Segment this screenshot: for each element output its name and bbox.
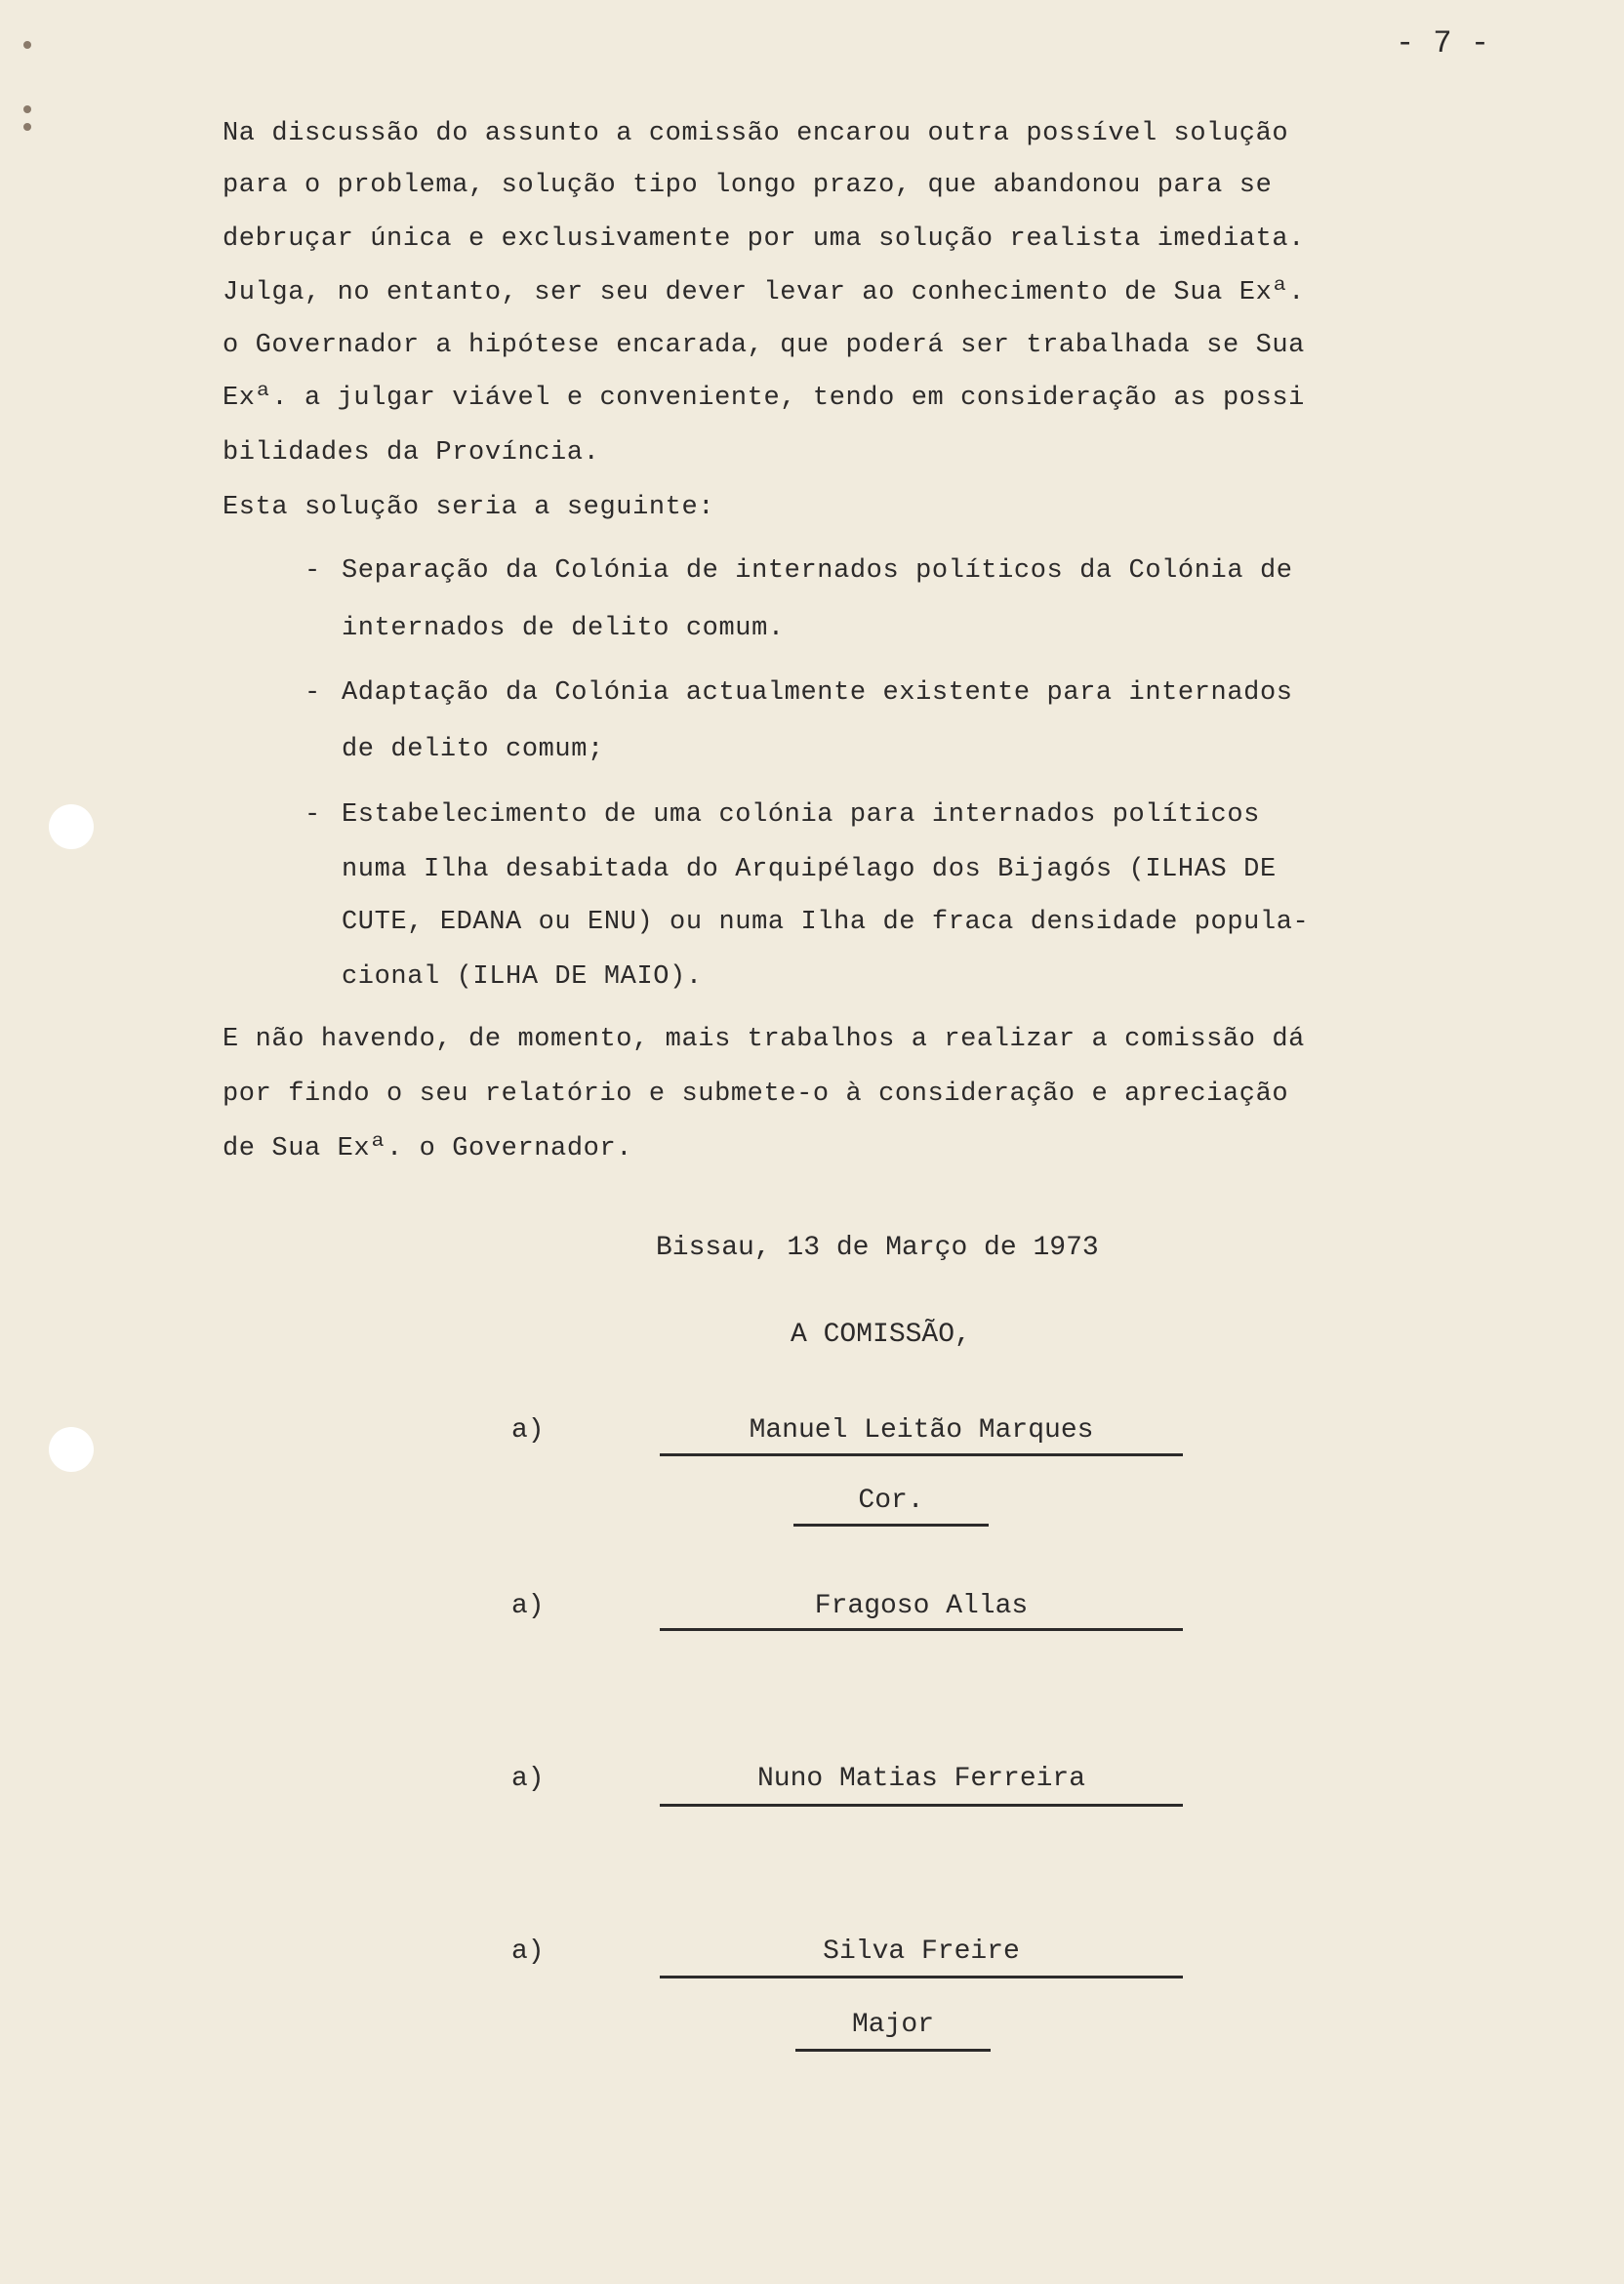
bullet-dash: -	[304, 678, 321, 708]
paragraph-line: para o problema, solução tipo longo prazo, que abandonou para se	[223, 171, 1273, 200]
list-item-line: Estabelecimento de uma colónia para internados políticos	[342, 800, 1260, 830]
rank-line	[795, 2049, 991, 2052]
place-date: Bissau, 13 de Março de 1973	[656, 1233, 1099, 1263]
list-item-line: cional (ILHA DE MAIO).	[342, 962, 703, 992]
list-item-line: Separação da Colónia de internados políticos da Colónia de	[342, 556, 1293, 586]
signature-line	[660, 1628, 1183, 1631]
closing-line: de Sua Exª. o Governador.	[223, 1134, 633, 1163]
signature-name: Manuel Leitão Marques	[749, 1415, 1094, 1446]
bullet-dash: -	[304, 800, 321, 830]
list-item-line: CUTE, EDANA ou ENU) ou numa Ilha de fraca densidade popula-	[342, 908, 1310, 937]
rank-line	[793, 1524, 989, 1527]
edge-mark	[23, 105, 31, 113]
intro-line: Esta solução seria a seguinte:	[223, 493, 715, 522]
signature-prefix: a)	[511, 1591, 545, 1621]
paragraph-line: Exª. a julgar viável e conveniente, tendo em consideração as possi	[223, 384, 1305, 413]
paragraph-line: o Governador a hipótese encarada, que poderá ser trabalhada se Sua	[223, 331, 1305, 360]
signature-line	[660, 1976, 1183, 1978]
punch-hole	[49, 804, 94, 849]
paragraph-line: debruçar única e exclusivamente por uma solução realista imediata.	[223, 224, 1305, 254]
list-item-line: de delito comum;	[342, 735, 604, 764]
signature-name: Fragoso Allas	[814, 1591, 1029, 1621]
signature-line	[660, 1804, 1183, 1807]
edge-mark	[23, 41, 31, 49]
list-item-line: internados de delito comum.	[342, 614, 785, 643]
signature-prefix: a)	[511, 1937, 545, 1967]
paragraph-line: Na discussão do assunto a comissão encarou outra possível solução	[223, 119, 1289, 148]
list-item-line: Adaptação da Colónia actualmente existente para internados	[342, 678, 1293, 708]
page-number: - 7 -	[1396, 25, 1490, 61]
paragraph-line: bilidades da Província.	[223, 438, 600, 468]
signature-prefix: a)	[511, 1764, 545, 1794]
committee-label: A COMISSÃO,	[791, 1320, 971, 1350]
edge-mark	[23, 123, 31, 131]
signature-name: Silva Freire	[823, 1937, 1020, 1967]
signature-rank: Cor.	[858, 1486, 924, 1516]
signature-line	[660, 1453, 1183, 1456]
punch-hole	[49, 1427, 94, 1472]
signature-name: Nuno Matias Ferreira	[756, 1764, 1086, 1794]
signature-prefix: a)	[511, 1415, 545, 1446]
bullet-dash: -	[304, 556, 321, 586]
paragraph-line: Julga, no entanto, ser seu dever levar ao conhecimento de Sua Exª.	[223, 278, 1305, 307]
signature-rank: Major	[851, 2010, 934, 2040]
closing-line: E não havendo, de momento, mais trabalhos a realizar a comissão dá	[223, 1025, 1305, 1054]
list-item-line: numa Ilha desabitada do Arquipélago dos Bijagós (ILHAS DE	[342, 855, 1277, 884]
closing-line: por findo o seu relatório e submete-o à consideração e apreciação	[223, 1080, 1289, 1109]
